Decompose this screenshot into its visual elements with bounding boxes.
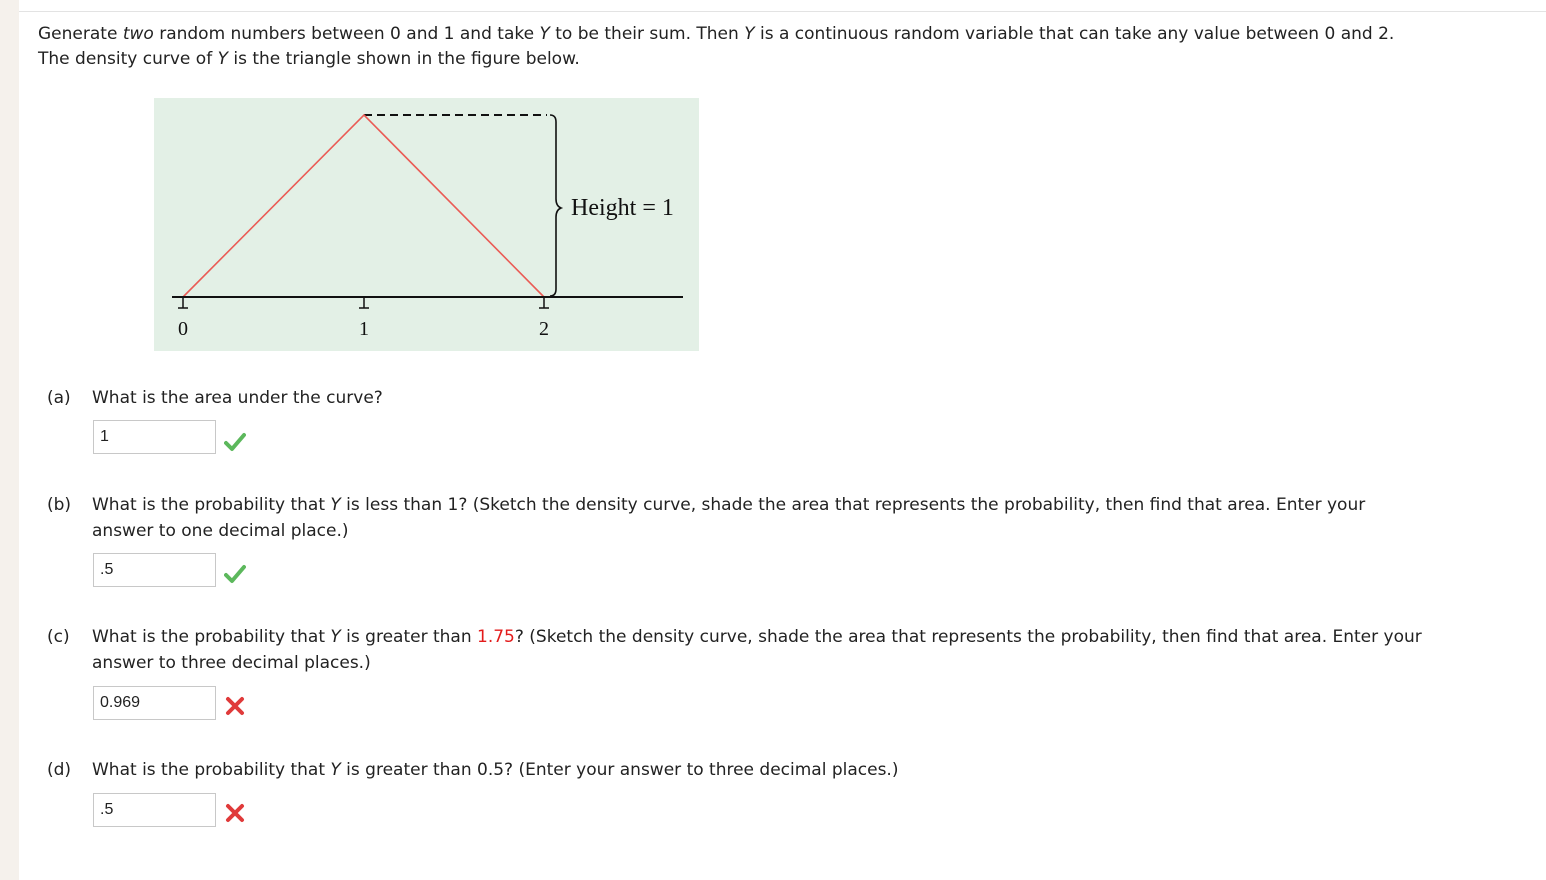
left-margin-strip — [0, 0, 19, 880]
question-text: What is the probability that Y is greater than 1.75? (Sketch the density curve, shade the area that represents the probability, then find that area. Enter your answer to three decimal places.) — [92, 627, 1422, 673]
intro-line-1: Generate two random numbers between 0 and 1 and take Y to be their sum. Then Y is a continuous random variable that can take any value between 0 and 2. — [38, 24, 1395, 44]
tick-label-2: 2 — [539, 318, 549, 340]
x-icon — [224, 695, 246, 717]
figure-background — [154, 98, 699, 351]
check-icon — [224, 563, 246, 585]
highlighted-value: 1.75 — [477, 627, 515, 647]
intro-line-2: The density curve of Y is the triangle shown in the figure below. — [38, 49, 580, 69]
answer-input-d[interactable] — [93, 793, 216, 827]
question-text: What is the probability that Y is less than 1? (Sketch the density curve, shade the area that represents the probability, then find that area. Enter your answer to one decimal place.) — [92, 495, 1366, 541]
question-letter: (d) — [47, 760, 72, 780]
question-text: What is the probability that Y is greater than 0.5? (Enter your answer to three decimal places.) — [92, 760, 899, 780]
answer-input-b[interactable] — [93, 553, 216, 587]
tick-label-1: 1 — [359, 318, 369, 340]
height-label: Height = 1 — [571, 195, 674, 221]
check-icon — [224, 431, 246, 453]
question-letter: (b) — [47, 495, 72, 515]
tick-label-0: 0 — [178, 318, 188, 340]
top-divider — [19, 11, 1546, 12]
question-text: What is the area under the curve? — [92, 388, 383, 408]
problem-intro — [38, 22, 1528, 72]
density-curve-figure — [154, 98, 699, 351]
answer-input-c[interactable] — [93, 686, 216, 720]
question-letter: (c) — [47, 627, 70, 647]
question-letter: (a) — [47, 388, 71, 408]
answer-input-a[interactable] — [93, 420, 216, 454]
x-icon — [224, 802, 246, 824]
